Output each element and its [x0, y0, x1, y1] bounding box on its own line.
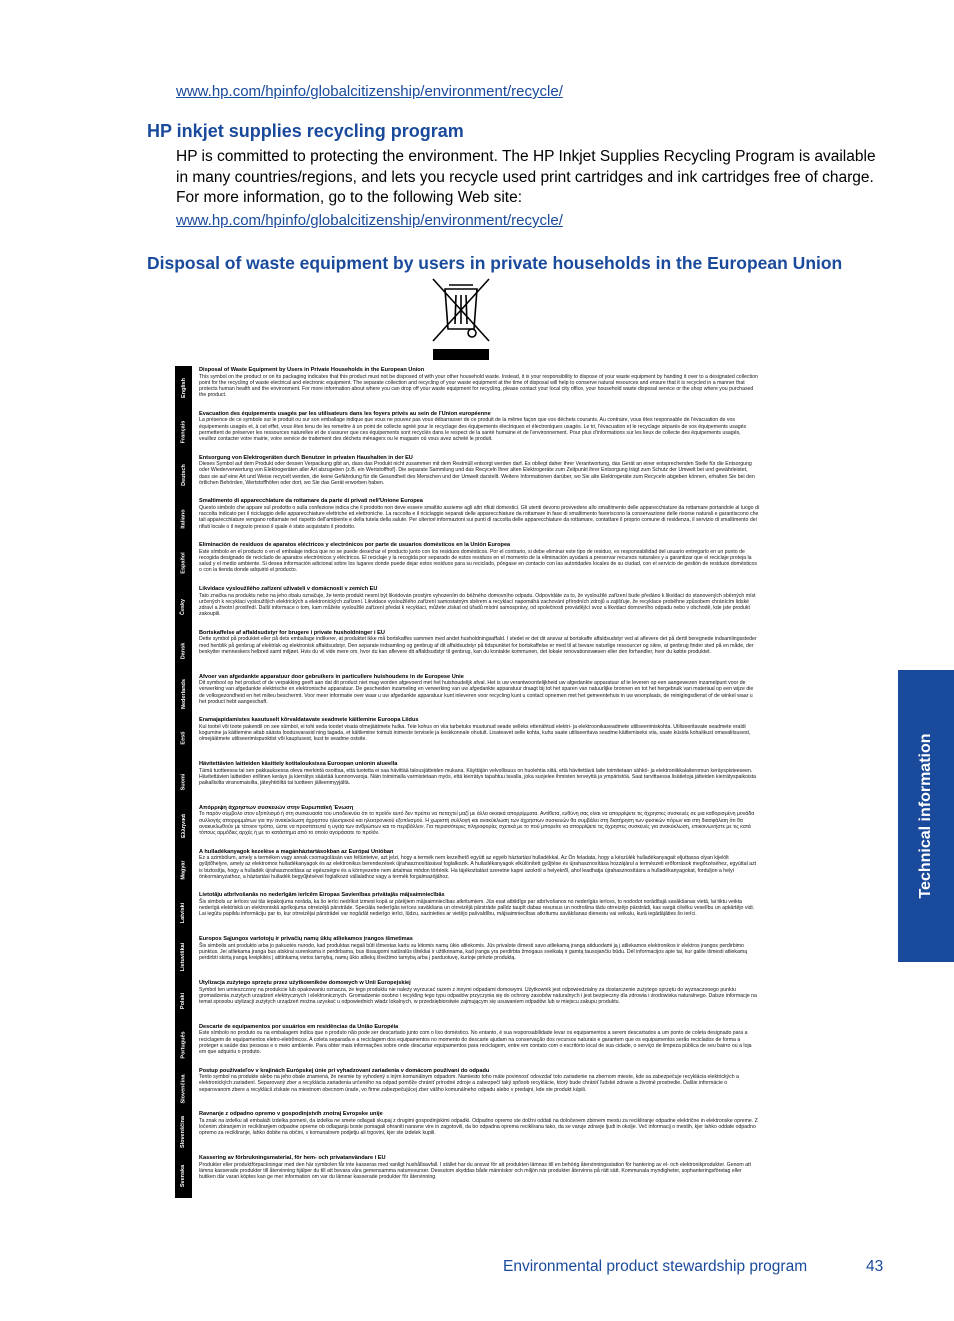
language-section — [199, 980, 759, 1022]
language-label-text: Magyar — [180, 859, 187, 880]
side-tab — [898, 670, 954, 962]
language-label-text: Español — [180, 552, 187, 574]
language-section-body: Dit symbool op het product of de verpakking geeft aan dat dit product niet mag worden afgevoerd met het huishoudelijk afval. Het is uw verantwoordelijkheid uw afgedankte apparatuur af te leveren op een aangewezen inzamelpunt voor de verwerking van afgedankte elektrische en elektronische apparatuur. De gescheiden inzameling en verwerking van uw afgedankte apparatuur draagt bij tot het sparen van natuurlijke bronnen en tot het hergebruik van materiaal op een wijze die de volksgezondheid en het milieu beschermt. Voor meer informatie over waar u uw afgedankte apparatuur kunt inleveren voor recycling kunt u contact opnemen met het gemeentehuis in uw woonplaats, de reinigingsdienst of de winkel waar u het product hebt aangeschaft. — [199, 680, 754, 705]
language-label — [175, 716, 192, 760]
language-section-title: Lietotāju atbrīvošanās no nederīgām ierīcēm Eiropas Savienības privātajās mājsaimniecībās — [199, 892, 445, 899]
language-section-body: Tento symbol na produkte alebo na jeho obale znamená, že nesmie by vyhodený s iným komunálnym odpadom. Namiesto toho máte povinnosť odovzdať toto zariadenie na zbernom mieste, kde sa zabezpečuje recyklácia elektrických a elektronických zariadení. Separovaný zber a recyklácia zariadenia určeného na odpad pomôže chrániť prírodné zdroje a zabezpečí taký spôsob recyklácie, ktorý bude chrániť ľudské zdravie a životné prostredie. Ďalšie informácie o separovanom zbere a recyklácii získate na miestnom obecnom úrade, vo firme zabezpečujúcej zber vášho komunálneho odpadu alebo v predajni, kde ste produkt kúpili. — [199, 1074, 739, 1093]
language-section-title: Disposal of Waste Equipment by Users in Private Households in the European Union — [199, 367, 425, 373]
recycling-heading: HP inkjet supplies recycling program — [147, 121, 464, 141]
language-section-body: Ta znak na izdelku ali embalaži izdelka pomeni, da izdelka ne smete odlagati skupaj z drugimi gospodinjskimi odpadki. Odpadno opremo ste dolžni oddati na določenem zbirnem mestu za recikliranje odpadne električne in elektronske opreme. Z ločenim zbiranjem in recikliranjem odpadne opreme ob odlaganju boste pomagali ohraniti naravne vire in zagotovili, da bo odpadna oprema reciklirana tako, da se varuje zdravje ljudi in okolje. Več informacij o mestih, kjer lahko oddate odpadno opremo za recikliranje, lahko dobite na občini, v komunalnem podjetju ali trgovini, kjer ste izdelek kupili. — [199, 1118, 758, 1137]
language-section-title: Hävitettävien laitteiden käsittely kotitalouksissa Euroopan unionin alueella — [199, 761, 398, 768]
language-section — [199, 674, 759, 716]
language-section-title: Eramajapidamistes kasutuselt kõrvaldatavate seadmete käitlemine Euroopa Liidus — [199, 717, 419, 724]
language-section-body: Produkter eller produktförpackningar med den här symbolen får inte kasseras med vanligt hushållsavfall. I stället har du ansvar för att produkten lämnas till en behörig återvinningsstation för hantering av el- och elektronikprodukter. Genom att lämna kasserade produkter till återvinning hjälper du till att bevara våra gemensamma naturresurser. Dessutom skyddas både människor och miljön när produkter återvinns på rätt sätt. Kommunala myndigheter, sophanteringsföretag eller butiken där varan köptes kan ge mer information om var du lämnar kasserade produkter för återvinning. — [199, 1161, 751, 1181]
language-section — [199, 498, 759, 540]
language-section-title: Kassering av förbrukningsmaterial, för hem- och privatanvändare i EU — [199, 1155, 386, 1162]
language-section-body: Ez a szimbólum, amely a terméken vagy annak csomagolásán van feltüntetve, azt jelzi, hogy a termék nem kezelhető együtt az egyéb háztartási hulladékkal. Az Ön feladata, hogy a készülék hulladékanyagait eljuttassa olyan kijelölt gyűjtőhelyre, amely az elektromos hulladékanyagok és az elektronikus berendezések újrahasznosításával foglalkozik. A hulladékanyagok elkülönített gyűjtése és újrahasznosítása hozzájárul a természeti erőforrások megőrzéséhez, egyúttal azt is biztosítja, hogy a hulladék újrahasznosítása az egészségre és a környezetre nem ártalmas módon történik. Ha tájékoztatást szeretne kapni azokról a helyekről, ahol leadhatja újrahasznosításra a hulladékanyagokat, forduljon a helyi önkormányzathoz, a háztartási hulladék begyűjtésével foglalkozó vállalathoz vagy a termék forgalmazójához. — [199, 855, 757, 880]
language-section-title: Utylizacja zużytego sprzętu przez użytkowników domowych w Unii Europejskiej — [199, 980, 411, 987]
language-section-body: Šis simbols uz ierīces vai tās iepakojuma norāda, ka šo ierīci nedrīkst izmest kopā ar pārējiem mājsaimniecības atkritumiem. Jūs esat atbildīgs par atbrīvošanos no nederīgās ierīces, to nododot norādītajā savākšanas vietā, lai tiktu veikta nederīgā elektriskā un elektroniskā aprīkojuma otrreizējā pārstrāde. Speciāla nederīgās ierīces savākšana un otrreizējā pārstrāde palīdz taupīt dabas resursus un nodrošina tādu otrreizējo pārstrādi, kas sargā cilvēku veselību un apkārtējo vidi. Lai iegūtu papildu informāciju par to, kur otrreizējai pārstrādei var nogādāt nederīgo ierīci, lūdzu, sazinieties ar vietējo pašvaldību, mājsaimniecības atkritumu savākšanas dienestu vai veikalu, kurā iegādājāties šo ierīci. — [199, 899, 755, 918]
language-label-text: Slovenčina — [180, 1073, 187, 1104]
top-recycle-link[interactable]: www.hp.com/hpinfo/globalcitizenship/environment/recycle/ — [176, 83, 563, 100]
footer-title: Environmental product stewardship program — [503, 1258, 808, 1275]
language-section-title: Απόρριψη άχρηστων συσκευών στην Ευρωπαϊκή Ένωση — [199, 804, 354, 811]
language-section-title: Likvidace vysloužilého zařízení uživateli v domácnosti v zemích EU — [199, 585, 378, 592]
language-label-text: Italiano — [180, 509, 187, 529]
language-section-title: Smaltimento di apparecchiature da rottamare da parte di privati nell'Unione Europea — [199, 498, 423, 505]
language-label — [175, 497, 192, 541]
language-section — [199, 805, 759, 847]
language-label-text: Lietuviškai — [180, 942, 187, 972]
language-section-title: Postup používateľov v krajinách Európskej únie pri vyhadzovaní zariadenia v domácom používaní do odpadu — [199, 1067, 490, 1074]
language-label-text: Suomi — [180, 773, 187, 791]
language-label — [175, 366, 192, 410]
language-section — [199, 367, 759, 409]
language-label — [175, 979, 192, 1023]
language-label-text: Dansk — [180, 642, 187, 659]
language-label — [175, 673, 192, 717]
language-label-text: Nederlands — [180, 679, 187, 710]
language-section-body: Este símbolo en el producto o en el embalaje indica que no se puede desechar el producto junto con los residuos domésticos. Por el contrario, si debe eliminar este tipo de residuo, es responsabilidad del usuario entregarlo en un punto de recogida designado de reciclado de aparatos electrónicos y eléctricos. El reciclaje y la recogida por separado de estos residuos en el momento de la eliminación ayudará a preservar recursos naturales y a garantizar que el reciclaje proteja la salud y el medio ambiente. Si desea información adicional sobre los lugares donde puede dejar estos residuos para su reciclado, póngase en contacto con las autoridades locales de su ciudad, con el servicio de gestión de residuos domésticos o con la tienda donde adquirió el producto. — [199, 548, 757, 574]
language-section — [199, 717, 759, 759]
language-section — [199, 761, 759, 803]
language-section — [199, 1111, 759, 1153]
language-section-body: Tato značka na produktu nebo na jeho obalu označuje, že tento produkt nesmí být likvidován prostým vyhozením do běžného domovního odpadu. Odpovídáte za to, že vysloužilé zařízení bude předáno k likvidaci do stanovených sběrných míst určených k recyklaci vysloužilých elektrických a elektronických zařízení. Likvidace vysloužilého zařízení samostatným sběrem a recyklací napomáhá zachování přírodních zdrojů a zajišťuje, že recyklace proběhne způsobem chránícím lidské zdraví a životní prostředí. Další informace o tom, kam můžete vysloužilé zařízení předat k recyklaci, můžete získat od úřadů místní samosprávy, od společnosti provádějící svoz a likvidaci domovního odpadu nebo v obchodě, kde jste produkt zakoupili. — [199, 592, 756, 618]
language-label — [175, 935, 192, 979]
language-label — [175, 848, 192, 892]
language-section — [199, 630, 759, 672]
language-label — [175, 585, 192, 629]
eu-disposal-multilingual-notice — [175, 366, 760, 1198]
side-tab-label: Technical information — [917, 733, 934, 899]
language-section-body: La présence de ce symbole sur le produit ou sur son emballage indique que vous ne pouvez pas vous débarrasser de ce produit de la même façon que vos déchets courants. Au contraire, vous êtes responsable de l'évacuation de vos équipements usagés et, à cet effet, vous êtes tenu de les remettre à un point de collecte agréé pour le recyclage des équipements électriques et électroniques usagés. Le tri, l'évacuation et le recyclage séparés de vos équipements usagés permettent de préserver les ressources naturelles et de s'assurer que ces équipements sont recyclés dans le respect de la santé humaine et de l'environnement. Pour plus d'informations sur les lieux de collecte des équipements usagés, veuillez contacter votre mairie, votre service de traitement des déchets ménagers ou le magasin où vous avez acheté le produit. — [199, 417, 747, 442]
language-section-body: Este símbolo no produto ou na embalagem indica que o produto não pode ser descartado junto com o lixo doméstico. No entanto, é sua responsabilidade levar os equipamentos a serem descartados a um ponto de coleta designado para a reciclagem de equipamentos eletro-eletrônicos. A coleta separada e a reciclagem dos equipamentos no momento do descarte ajudam na conservação dos recursos naturais e garantem que os equipamentos serão reciclados de forma a proteger a saúde das pessoas e o meio ambiente. Para obter mais informações sobre onde descartar equipamentos para reciclagem, entre em contato com o escritório local de sua cidade, o serviço de limpeza pública de seu bairro ou a loja em que adquiriu o produto. — [199, 1030, 752, 1056]
recycling-link[interactable]: www.hp.com/hpinfo/globalcitizenship/environment/recycle/ — [176, 212, 563, 229]
language-label — [175, 1067, 192, 1111]
language-section-title: A hulladékanyagok kezelése a magánháztartásokban az Európai Unióban — [199, 848, 394, 855]
language-section — [199, 936, 759, 978]
language-label-text: Eesti — [180, 731, 187, 745]
language-label-text: Deutsch — [180, 464, 187, 487]
language-label — [175, 454, 192, 498]
recycling-paragraph: HP is committed to protecting the environment. The HP Inkjet Supplies Recycling Program is available in many countries/regions, and lets you recycle used print cartridges and ink cartridges free of charge. For more information, go to the following Web site: — [176, 148, 876, 206]
language-section-title: Évacuation des équipements usagés par les utilisateurs dans les foyers privés au sein de l'Union européenne — [199, 410, 491, 417]
language-section — [199, 542, 759, 584]
language-label-text: Latviski — [180, 903, 187, 924]
language-section-body: Tämä tuotteessa tai sen pakkauksessa oleva merkintä osoittaa, että tuotetta ei saa hävittää talousjätteiden mukana. Käyttäjän velvollisuus on huolehtia siitä, että hävitettävä laite toimitetaan sähkö- ja elektroniikkalaiteromun keräyspisteeseen. Hävitettävien laitteiden erillinen keräys ja kierrätys säästää luonnonvaroja. Näin toimimalla varmistetaan myös, että kierrätys tapahtuu tavalla, joka suojelee ihmisten terveyttä ja ympäristöä. Saat tarvittaessa lisätietoja jätteiden kierrätyspaikoista paikallisilta viranomaisilta, jäteyhtiöiltä tai tuotteen jälleenmyyjältä. — [199, 767, 757, 787]
language-label-text: Ελληνικά — [180, 813, 187, 838]
language-label — [175, 1023, 192, 1067]
language-section — [199, 1024, 759, 1066]
language-section — [199, 586, 759, 628]
disposal-heading: Disposal of waste equipment by users in private households in the European Union — [147, 253, 843, 273]
language-label — [175, 541, 192, 585]
language-section-body: Dette symbol på produktet eller på dets emballage indikerer, at produktet ikke må bortskaffes sammen med andet husholdningsaffald. I stedet er det dit ansvar at bortskaffe affaldsudstyr ved at aflevere det på dertil beregnede indsamlingssteder med henblik på genbrug af elektrisk og elektronisk affaldsudstyr. Den separate indsamling og genbrug af dit affaldsudstyr på tidspunktet for bortskaffelse er med til at bevare naturlige ressourcer og sikre, at genbrug finder sted på en måde, der beskytter menneskers helbred samt miljøet. Hvis du vil vide mere om, hvor du kan aflevere dit affaldsudstyr til genbrug, kan du kontakte kommunen, det lokale renovationsvæsen eller den forhandler, hvor du købte produktet. — [199, 636, 757, 655]
language-section-title: Afvoer van afgedankte apparatuur door gebruikers in particuliere huishoudens in de Europese Unie — [199, 673, 464, 680]
language-label-text: Slovenščina — [180, 1116, 187, 1149]
language-section-title: Bortskaffelse af affaldsudstyr for brugere i private husholdninger i EU — [199, 629, 385, 636]
language-section — [199, 892, 759, 934]
language-label-text: English — [180, 377, 187, 398]
language-section-title: Eliminación de residuos de aparatos eléctricos y electrónicos por parte de usuarios domésticos en la Unión Europea — [199, 542, 511, 549]
language-label-text: Français — [180, 420, 187, 443]
language-section-title: Ravnanje z odpadno opremo v gospodinjstvih znotraj Evropske unije — [199, 1111, 383, 1118]
crossed-out-wheelie-bin-icon — [425, 277, 497, 363]
language-label — [175, 1110, 192, 1154]
language-section-title: Descarte de equipamentos por usuários em residências da União Européia — [199, 1023, 399, 1030]
language-label — [175, 1154, 192, 1198]
language-label-text: Português — [180, 1031, 187, 1059]
language-section-body: Questo simbolo che appare sul prodotto o sulla confezione indica che il prodotto non deve essere smaltito assieme agli altri rifiuti domestici. Gli utenti devono provvedere allo smaltimento delle apparecchiature da rottamare portandole al luogo di raccolta indicato per il riciclaggio delle apparecchiature elettriche ed elettroniche. La raccolta e il riciclaggio separati delle apparecchiature da rottamare in fase di smaltimento favoriscono la conservazione delle risorse naturali e garantiscono che tali apparecchiature vengano rottamate nel rispetto dell'ambiente e della tutela della salute. Per ulteriori informazioni sui punti di raccolta delle apparecchiature da rottamare, contattare il proprio comune di residenza, il servizio di smaltimento dei rifiuti locale o il negozio presso il quale è stato acquistato il prodotto. — [199, 504, 759, 530]
language-section-body: This symbol on the product or on its packaging indicates that this product must not be disposed of with your other household waste. Instead, it is your responsibility to dispose of your waste equipment by handing it over to a designated collection point for the recycling of waste electrical and electronic equipment. The separate collection and recycling of your waste equipment at the time of disposal will help to conserve natural resources and ensure that it is recycled in a manner that protects human health and the environment. For more information about where you can drop off your waste equipment for recycling, please contact your local city office, your household waste disposal service or the shop where you purchased the product. — [199, 373, 758, 399]
language-section-body: Kui tootel või toote pakendil on see sümbol, ei tohi seda toodet visata olmejäätmete hulka. Teie kohus on viia tarbetuks muutunud seade selleks ettenähtud elektri- ja elektroonikaseadmete utiliseerimiskohta. Utiliseeritavate seadmete eraldi kogumine ja käitlemine aitab säästa loodusvarasid ning tagada, et käitlemine toimub inimeste tervisele ja keskkonnale ohutult. Lisateavet selle kohta, kuhu saate utiliseeritava seadme käitlemiseks viia, saate küsida kohalikust omavalitsusest, olmejäätmete utiliseerimispunktist või kauplusest, kust te seadme ostsite. — [199, 723, 751, 743]
language-label — [175, 804, 192, 848]
language-section — [199, 1155, 759, 1197]
language-label-text: Česky — [180, 598, 187, 615]
language-section-title: Europos Sąjungos vartotojų ir privačių namų ūkių atliekamos įrangos išmetimas — [199, 936, 413, 943]
language-label-text: Polski — [180, 992, 187, 1010]
language-section — [199, 411, 759, 453]
language-label — [175, 891, 192, 935]
language-label — [175, 760, 192, 804]
language-section — [199, 455, 759, 497]
language-section — [199, 849, 759, 891]
language-section-body: Dieses Symbol auf dem Produkt oder dessen Verpackung gibt an, dass das Produkt nicht zusammen mit dem Restmüll entsorgt werden darf. Es obliegt daher Ihrer Verantwortung, das Gerät an einer entsprechenden Stelle für die Entsorgung oder Wiederverwertung von Elektrogeräten aller Art abzugeben (z.B. ein Wertstoffhof). Die separate Sammlung und das Recyceln Ihrer alten Elektrogeräte zum Zeitpunkt ihrer Entsorgung trägt zum Schutz der Umwelt bei und gewährleistet, dass sie auf eine Art und Weise recycelt werden, die keine Gefährdung für die Gesundheit des Menschen und der Umwelt darstellt. Weitere Informationen darüber, wo Sie alte Elektrogeräte zum Recyceln abgeben können, erhalten Sie bei den örtlichen Behörden, Wertstoffhöfen oder dort, wo Sie das Gerät erworben haben. — [199, 461, 755, 486]
page-number: 43 — [866, 1258, 884, 1275]
language-label — [175, 410, 192, 454]
language-section-title: Entsorgung von Elektrogeräten durch Benutzer in privaten Haushalten in der EU — [199, 454, 413, 461]
language-section-body: Το παρόν σύμβολο στον εξοπλισμό ή στη συσκευασία του υποδεικνύει ότι το προϊόν αυτό δεν πρέπει να πεταχτεί μαζί με άλλα οικιακά απορρίμματα. Αντίθετα, ευθύνη σας είναι να απορρίψετε τις άχρηστες συσκευές σε μια καθορισμένη μονάδα συλλογής απορριμμάτων για την ανακύκλωση άχρηστου ηλεκτρικού και ηλεκτρονικού εξοπλισμού. Η χωριστή συλλογή και ανακύκλωση των άχρηστων συσκευών θα συμβάλει στη διατήρηση των φυσικών πόρων και στη διασφάλιση ότι θα ανακυκλωθούν με τέτοιον τρόπο, ώστε να προστατευτεί η υγεία των ανθρώπων και το περιβάλλον. Για περισσότερες πληροφορίες σχετικά με το πού μπορείτε να απορρίψετε τις άχρηστες συσκευές για ανακύκλωση, επικοινωνήστε με τις κατά τόπους αρμόδιες αρχές ή με το κατάστημα από το οποίο αγοράσατε το προϊόν. — [199, 811, 755, 837]
language-section-body: Šis simbolis ant produkto arba jo pakuotės nurodo, kad produktas negali būti išmestas kartu su kitomis namų ūkio atliekomis. Jūs privalote išmesti savo atliekamą įrangą atiduodami ją į atliekamos elektronikos ir elektros įrangos perdirbimo punktus. Jei atliekama įranga bus atskirai surenkama ir perdirbama, bus išsaugomi natūralūs ištekliai ir užtikrinama, kad įranga yra perdirbta žmogaus sveikatą ir gamtą tausojančiu būdu. Dėl informacijos apie tai, kur galite išmesti atliekamą perdirbti skirtą įrangą kreipkitės į atitinkamą vietos tarnybą, namų ūkio atliekų išvežimo tarnybą arba į parduotuvę, kurioje pirkote produktą. — [199, 942, 748, 962]
language-label-text: Svenska — [180, 1164, 187, 1188]
language-label — [175, 629, 192, 673]
language-section — [199, 1068, 759, 1110]
language-section-body: Symbol ten umieszczony na produkcie lub opakowaniu oznacza, że tego produktu nie należy wyrzucać razem z innymi odpadami domowymi. Użytkownik jest odpowiedzialny za dostarczenie zużytego sprzętu do wyznaczonego punktu gromadzenia zużytych urządzeń elektrycznych i elektronicznych. Gromadzenie osobno i recykling tego typu odpadów przyczynia się do ochrony zasobów naturalnych i jest bezpieczny dla zdrowia i środowiska naturalnego. Dalsze informacje na temat sposobu utylizacji zużytych urządzeń można uzyskać u odpowiednich władz lokalnych, w przedsiębiorstwie zajmującym się usuwaniem odpadów lub w miejscu zakupu produktu. — [199, 986, 757, 1006]
